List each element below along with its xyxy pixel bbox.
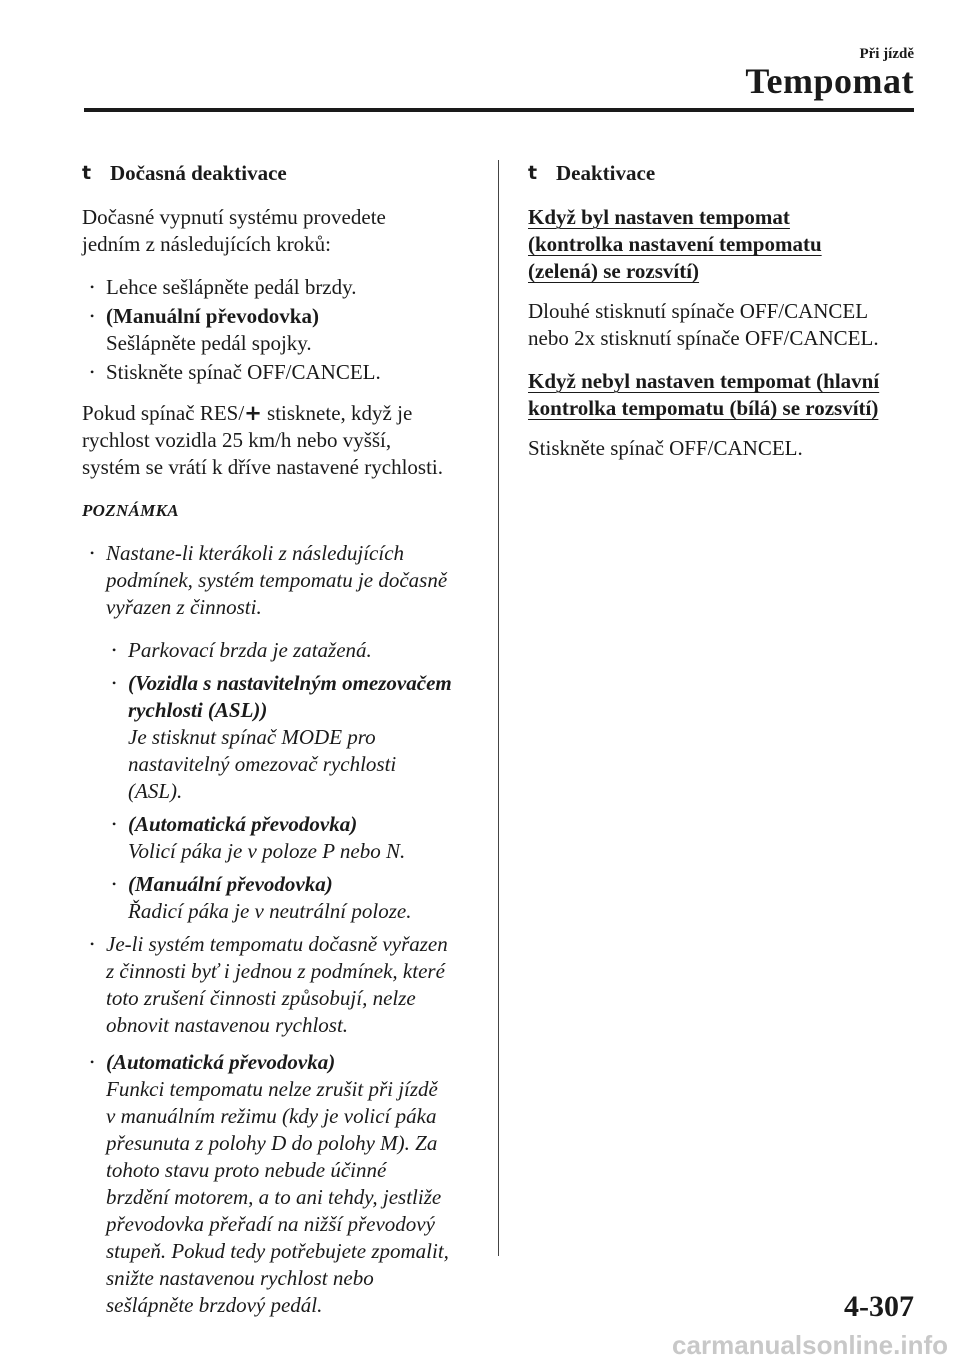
left-column: [82, 160, 482, 1329]
note-line: Řadicí páka je v neutrální poloze.: [128, 899, 412, 923]
header-section: Při jízdě: [859, 46, 914, 62]
note-line-bold: • (Vozidla s nastavitelným omezovačem: [128, 671, 452, 695]
note-line: stupeň. Pokud tedy potřebujete zpomalit,: [106, 1239, 449, 1263]
note-line: • Parkovací brzda je zatažená.: [128, 638, 372, 662]
case-heading-set: [528, 204, 914, 285]
case-text-set: [528, 298, 914, 352]
note-line: převodovka přeřadí na nižší převodový: [106, 1212, 435, 1236]
section-heading-text: Dočasná deaktivace: [110, 161, 287, 185]
note-item: [90, 1049, 482, 1319]
section-heading-deactivation: [528, 160, 914, 187]
note-line-bold: • (Automatická převodovka): [106, 1050, 336, 1074]
note-line: v manuálním režimu (kdy je volicí páka: [106, 1104, 437, 1128]
note-subitem: [112, 670, 482, 805]
case-line: nebo 2x stisknutí spínače OFF/CANCEL.: [528, 326, 879, 350]
note-line: • Nastane-li kterákoli z následujících: [106, 541, 405, 565]
note-line: snižte nastavenou rychlost nebo: [106, 1266, 374, 1290]
note-title: POZNÁMKA: [82, 501, 179, 520]
note-line: nastavitelný omezovač rychlosti: [128, 752, 397, 776]
note-line-bold: • (Manuální převodovka): [128, 872, 333, 896]
note-line: sešlápněte brzdový pedál.: [106, 1293, 323, 1317]
case-line: Dlouhé stisknutí spínače OFF/CANCEL: [528, 299, 869, 323]
section-marker-icon: t: [82, 162, 92, 184]
note-line: toto zrušení činnosti způsobují, nelze: [106, 986, 416, 1010]
note-line: obnovit nastavenou rychlost.: [106, 1013, 349, 1037]
note-line: brzdění motorem, a to ani tehdy, jestliže: [106, 1185, 442, 1209]
note-item: [90, 931, 482, 1039]
section-marker-icon: t: [528, 162, 538, 184]
resume-line: [82, 400, 482, 427]
note-subitem: [112, 871, 482, 925]
note-line: z činnosti byť i jednou z podmínek, které: [106, 959, 445, 983]
case-heading-line: Když nebyl nastaven tempomat (hlavní: [528, 369, 880, 393]
resume-text: Pokud spínač RES/: [82, 401, 245, 425]
note-line: Volicí páka je v poloze P nebo N.: [128, 839, 406, 863]
column-divider: [498, 160, 499, 1256]
plus-icon: +: [244, 401, 262, 425]
header-rule: [84, 108, 914, 112]
list-item: [90, 359, 482, 386]
case-heading-line: (zelená) se rozsvítí): [528, 259, 700, 283]
list-item-bold: • (Manuální převodovka): [106, 304, 319, 328]
note-line: tohoto stavu proto nebude účinné: [106, 1158, 387, 1182]
note-line-bold: rychlosti (ASL)): [128, 698, 268, 722]
list-item-text: Lehce sešlápněte pedál brzdy.: [106, 275, 357, 299]
list-item-text: Stiskněte spínač OFF/CANCEL.: [106, 360, 381, 384]
note-line-bold: • (Automatická převodovka): [128, 812, 358, 836]
note-line: Funkci tempomatu nelze zrušit při jízdě: [106, 1077, 438, 1101]
resume-paragraph: [82, 400, 482, 481]
section-heading-text: Deaktivace: [556, 161, 656, 185]
right-column: [528, 160, 914, 473]
note-line: přesunuta z polohy D do polohy M). Za: [106, 1131, 438, 1155]
note-line: • Je-li systém tempomatu dočasně vyřazen: [106, 932, 448, 956]
note-item: [90, 540, 482, 621]
case-heading-line: kontrolka tempomatu (bílá) se rozsvítí): [528, 396, 879, 420]
note-line: (ASL).: [128, 779, 183, 803]
intro-paragraph: [82, 204, 482, 258]
list-item: [90, 274, 482, 301]
intro-line: Dočasné vypnutí systému provedete: [82, 205, 386, 229]
note-line: vyřazen z činnosti.: [106, 595, 262, 619]
section-heading-temporary: [82, 160, 482, 187]
intro-line: jedním z následujících kroků:: [82, 232, 332, 256]
list-item: [90, 303, 482, 357]
case-heading-not-set: [528, 368, 914, 422]
note-sublist: [82, 637, 482, 925]
case-text-not-set: Stiskněte spínač OFF/CANCEL.: [528, 436, 803, 460]
case-heading-line: Když byl nastaven tempomat: [528, 205, 790, 229]
note-line: Je stisknut spínač MODE pro: [128, 725, 376, 749]
list-item-text: Sešlápněte pedál spojky.: [106, 331, 312, 355]
resume-line: rychlost vozidla 25 km/h nebo vyšší,: [82, 428, 392, 452]
note-line: podmínek, systém tempomatu je dočasně: [106, 568, 448, 592]
page-number: 4-307: [844, 1290, 914, 1323]
resume-text: stisknete, když je: [261, 401, 413, 425]
note-subitem: [112, 811, 482, 865]
case-heading-line: (kontrolka nastavení tempomatu: [528, 232, 822, 256]
page-title: Tempomat: [745, 61, 914, 101]
resume-line: systém se vrátí k dříve nastavené rychlosti.: [82, 455, 443, 479]
watermark: carmanualsonline.info: [672, 1330, 948, 1360]
step-list: [82, 274, 482, 386]
note-subitem: [112, 637, 482, 664]
